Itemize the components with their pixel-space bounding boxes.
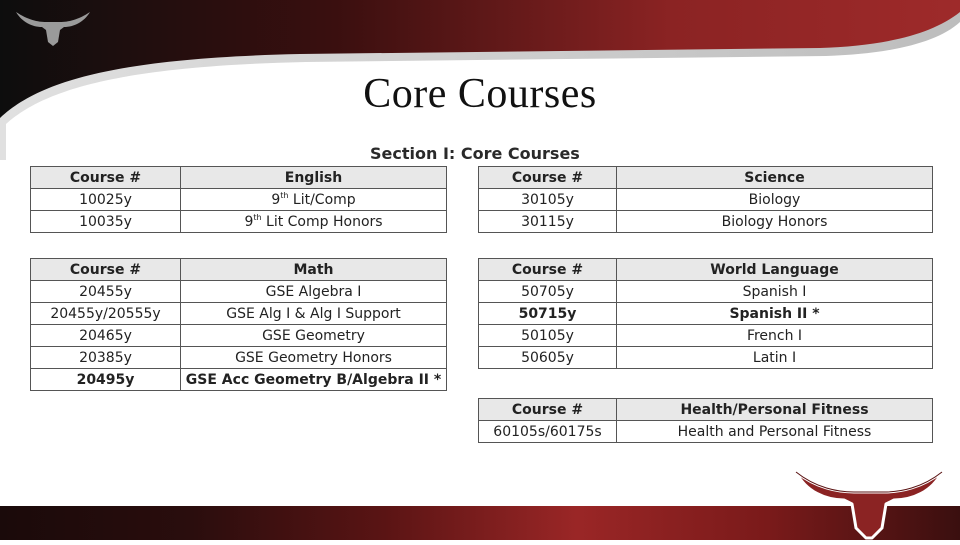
table-row <box>31 211 447 233</box>
longhorn-logo-icon <box>14 8 92 48</box>
table-row <box>31 303 447 325</box>
course-number: 50105y <box>479 325 617 347</box>
course-name: 9th Lit Comp Honors <box>181 211 447 233</box>
table-row <box>31 347 447 369</box>
math-header: Math <box>181 259 447 281</box>
table-row <box>479 347 933 369</box>
health-table <box>478 398 933 443</box>
course-name: GSE Alg I & Alg I Support <box>181 303 447 325</box>
course-number: 50705y <box>479 281 617 303</box>
science-header: Science <box>617 167 933 189</box>
course-number-header: Course # <box>479 259 617 281</box>
course-number-header: Course # <box>31 167 181 189</box>
course-number-header: Course # <box>31 259 181 281</box>
course-number: 20455y/20555y <box>31 303 181 325</box>
course-number-header: Course # <box>479 399 617 421</box>
table-row <box>31 369 447 391</box>
world-language-header: World Language <box>617 259 933 281</box>
table-header-row <box>31 167 447 189</box>
course-number: 30115y <box>479 211 617 233</box>
course-name: GSE Algebra I <box>181 281 447 303</box>
table-row <box>31 281 447 303</box>
table-header-row <box>479 167 933 189</box>
table-row <box>479 281 933 303</box>
course-number: 20495y <box>31 369 181 391</box>
course-number: 20385y <box>31 347 181 369</box>
course-number: 60105s/60175s <box>479 421 617 443</box>
table-header-row <box>479 259 933 281</box>
table-row <box>31 325 447 347</box>
course-number: 30105y <box>479 189 617 211</box>
health-header: Health/Personal Fitness <box>617 399 933 421</box>
table-row <box>479 211 933 233</box>
course-number-header: Course # <box>479 167 617 189</box>
course-name: French I <box>617 325 933 347</box>
course-number: 20455y <box>31 281 181 303</box>
course-name: Spanish I <box>617 281 933 303</box>
course-number: 20465y <box>31 325 181 347</box>
table-header-row <box>479 399 933 421</box>
longhorn-logo-icon <box>792 466 946 540</box>
page-title: Core Courses <box>363 71 597 117</box>
world-language-table <box>478 258 933 369</box>
table-header-row <box>31 259 447 281</box>
course-number: 50605y <box>479 347 617 369</box>
math-table <box>30 258 447 391</box>
course-name: Spanish II * <box>617 303 933 325</box>
course-name: GSE Geometry <box>181 325 447 347</box>
section-title: Section I: Core Courses <box>370 144 580 163</box>
course-name: Biology <box>617 189 933 211</box>
course-name: Biology Honors <box>617 211 933 233</box>
course-number: 10035y <box>31 211 181 233</box>
course-number: 10025y <box>31 189 181 211</box>
table-row <box>479 303 933 325</box>
table-row <box>479 325 933 347</box>
course-name: 9th Lit/Comp <box>181 189 447 211</box>
table-row <box>31 189 447 211</box>
course-name: GSE Geometry Honors <box>181 347 447 369</box>
english-table <box>30 166 447 233</box>
course-number: 50715y <box>479 303 617 325</box>
science-table <box>478 166 933 233</box>
course-name: GSE Acc Geometry B/Algebra II * <box>181 369 447 391</box>
english-header: English <box>181 167 447 189</box>
table-row <box>479 421 933 443</box>
course-name: Health and Personal Fitness <box>617 421 933 443</box>
table-row <box>479 189 933 211</box>
course-name: Latin I <box>617 347 933 369</box>
